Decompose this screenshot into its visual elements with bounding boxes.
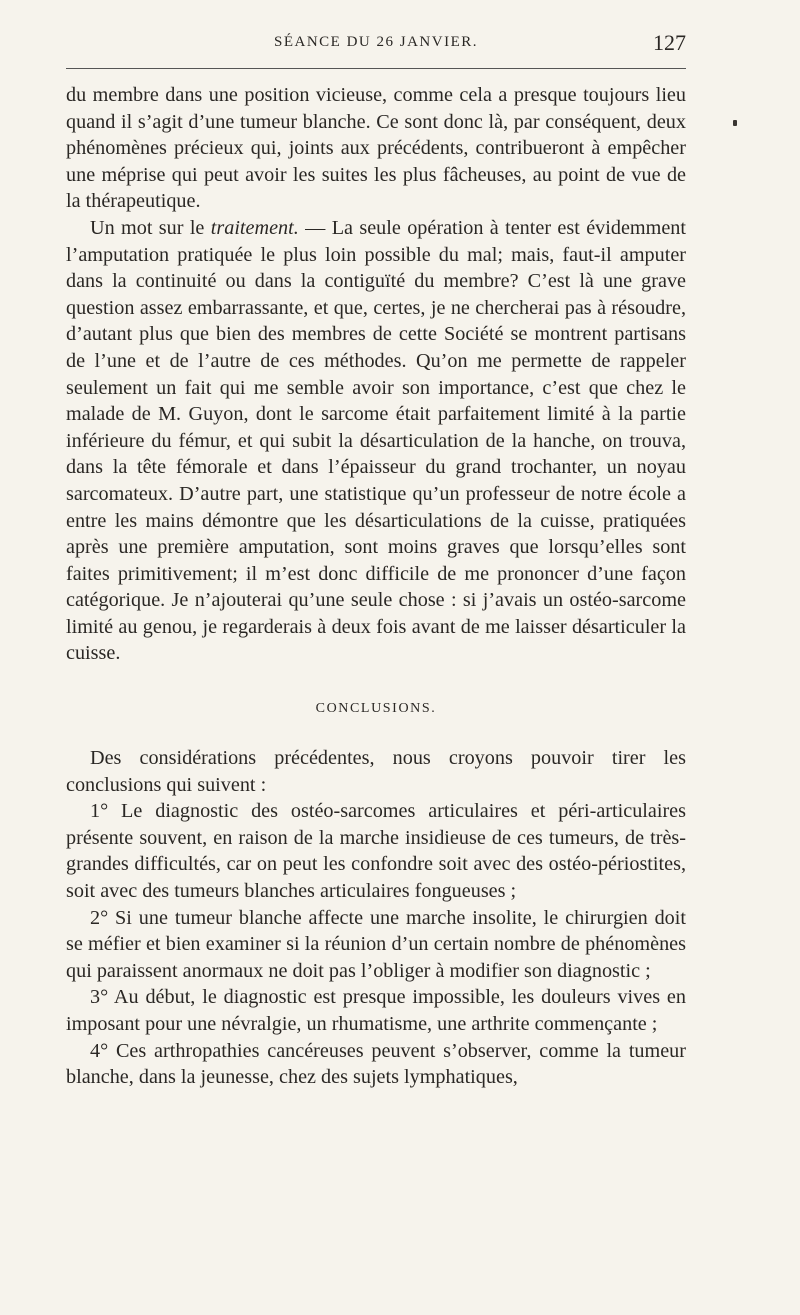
conclusions-intro: Des considérations précédentes, nous croyons pouvoir tirer les conclusions qui suivent : (66, 747, 686, 796)
paragraph-body: — La seule opération à tenter est évidemment l’amputation pratiquée le plus loin possible du mal; mais, faut-il amputer dans la continuité ou dans la contiguïté du membre? C’est là une grave question assez embarrassante, et que, certes, je ne chercherai pas à résoudre, d’autant plus que bien des membres de cette Société se montrent partisans de l’une et de l’autre de ces méthodes. Qu’on me permette de rappeler seulement un fait qui me semble avoir son importance, c’est que chez le malade de M. Guyon, dont le sarcome était parfaitement limité à la partie inférieure du fémur, et qui subit la désarticulation de la hanche, on trouva, dans la tête fémorale et dans l’épaisseur du grand trochanter, un noyau sarcomateux. D’autre part, une statistique qu’un professeur de notre école a entre les mains démontre que les désarticulations de la cuisse, pratiquées après une première amputation, sont moins graves que lorsqu’elles sont faites primitivement; il m’est donc difficile de me prononcer d’une façon catégorique. Je n’ajouterai qu’une seule chose : si j’avais un ostéo-sarcome limité au genou, je regarderais à deux fois avant de me laisser désarticuler la cuisse. (66, 216, 686, 665)
section-heading: CONCLUSIONS. (315, 701, 437, 717)
emphasis-term: traitement. (210, 216, 299, 239)
paragraph-lead: Un mot sur le (90, 216, 211, 239)
running-head (66, 30, 686, 58)
running-title: SÉANCE DU 26 JANVIER. (274, 34, 478, 50)
printer-mark (733, 120, 737, 126)
page-number: 127 (653, 30, 686, 55)
conclusion-item-1: 1° Le diagnostic des ostéo-sarcomes articulaires et péri-articulaires présente souvent, en raison de la marche insidieuse de ces tumeurs, de très-grandes difficultés, car on peut les confondre soit avec des ostéo-périostites, soit avec des tumeurs blanches articulaires fongueuses ; (66, 800, 686, 903)
header-rule (66, 68, 686, 69)
paragraph-continuation: du membre dans une position vicieuse, comme cela a presque toujours lieu quand il s’agit d’une tumeur blanche. Ce sont donc là, par conséquent, deux phénomènes précieux qui, joints aux précédents, contribueront à empêcher une méprise qui peut avoir les suites les plus fâcheuses, au point de vue de la thérapeutique. (66, 84, 686, 213)
body-text (66, 82, 686, 1091)
conclusion-item-2: 2° Si une tumeur blanche affecte une marche insolite, le chirurgien doit se méfier et bien examiner si la réunion d’un certain nombre de phénomènes qui paraissent anormaux ne doit pas l’obliger à modifier son diagnostic ; (66, 906, 686, 982)
conclusion-item-4: 4° Ces arthropathies cancéreuses peuvent s’observer, comme la tumeur blanche, dans la jeunesse, chez des sujets lymphatiques, (66, 1039, 686, 1089)
paragraph-treatment (66, 215, 686, 667)
conclusion-item-3: 3° Au début, le diagnostic est presque impossible, les douleurs vives en imposant pour une névralgie, un rhumatisme, une arthrite commençante ; (66, 986, 686, 1035)
